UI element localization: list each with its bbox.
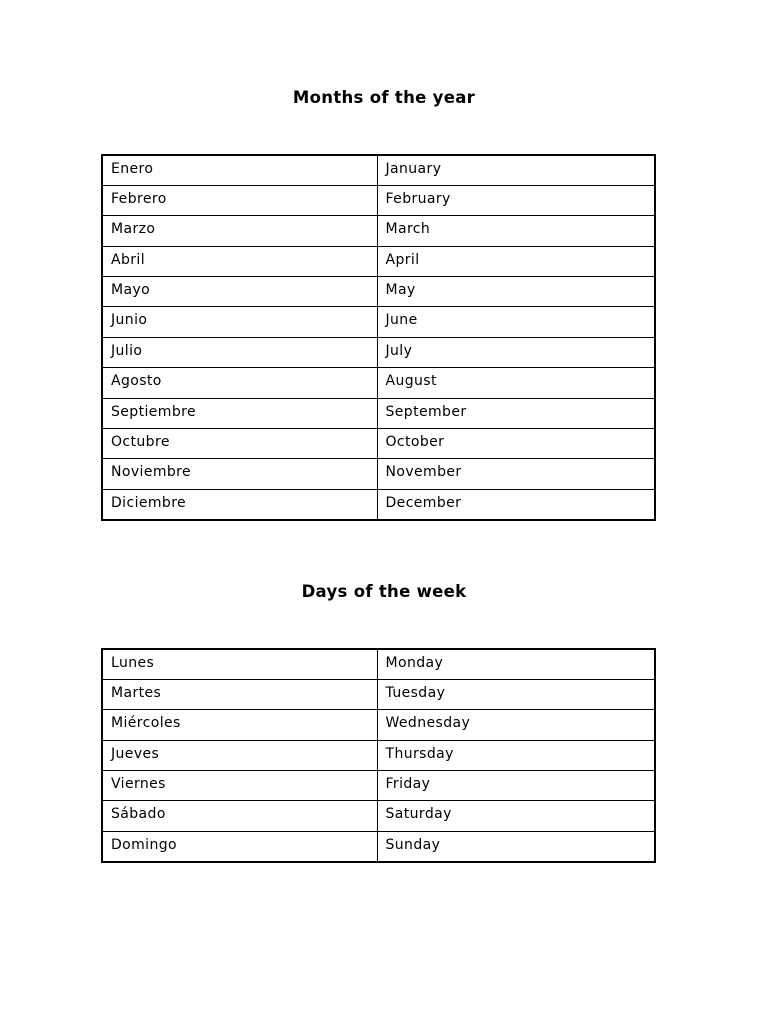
table-row — [102, 710, 655, 740]
table-row — [102, 489, 655, 519]
spanish-cell: Septiembre — [102, 398, 377, 428]
table-row — [102, 649, 655, 679]
spanish-cell: Domingo — [102, 831, 377, 861]
spanish-cell: Abril — [102, 246, 377, 276]
table-row — [102, 337, 655, 367]
table-row — [102, 459, 655, 489]
spanish-cell: Marzo — [102, 216, 377, 246]
table-row — [102, 368, 655, 398]
table-row — [102, 307, 655, 337]
table-row — [102, 246, 655, 276]
table-row — [102, 831, 655, 861]
spanish-cell: Diciembre — [102, 489, 377, 519]
months-title: Months of the year — [292, 88, 476, 107]
english-cell: Wednesday — [377, 710, 655, 740]
days-title: Days of the week — [301, 582, 467, 601]
english-cell: January — [377, 155, 655, 185]
english-cell: Friday — [377, 771, 655, 801]
table-row — [102, 801, 655, 831]
english-cell: October — [377, 429, 655, 459]
days-table — [101, 648, 656, 863]
table-row — [102, 155, 655, 185]
english-cell: Monday — [377, 649, 655, 679]
english-cell: March — [377, 216, 655, 246]
english-cell: December — [377, 489, 655, 519]
english-cell: Thursday — [377, 740, 655, 770]
table-row — [102, 429, 655, 459]
english-cell: July — [377, 337, 655, 367]
english-cell: November — [377, 459, 655, 489]
spanish-cell: Miércoles — [102, 710, 377, 740]
table-row — [102, 740, 655, 770]
spanish-cell: Lunes — [102, 649, 377, 679]
spanish-cell: Sábado — [102, 801, 377, 831]
english-cell: September — [377, 398, 655, 428]
spanish-cell: Martes — [102, 679, 377, 709]
spanish-cell: Julio — [102, 337, 377, 367]
spanish-cell: Octubre — [102, 429, 377, 459]
english-cell: June — [377, 307, 655, 337]
spanish-cell: Viernes — [102, 771, 377, 801]
english-cell: February — [377, 185, 655, 215]
english-cell: Saturday — [377, 801, 655, 831]
english-cell: Tuesday — [377, 679, 655, 709]
english-cell: August — [377, 368, 655, 398]
table-row — [102, 679, 655, 709]
english-cell: April — [377, 246, 655, 276]
table-row — [102, 185, 655, 215]
table-row — [102, 216, 655, 246]
table-row — [102, 398, 655, 428]
spanish-cell: Noviembre — [102, 459, 377, 489]
spanish-cell: Febrero — [102, 185, 377, 215]
table-row — [102, 771, 655, 801]
english-cell: Sunday — [377, 831, 655, 861]
spanish-cell: Jueves — [102, 740, 377, 770]
table-row — [102, 277, 655, 307]
spanish-cell: Enero — [102, 155, 377, 185]
english-cell: May — [377, 277, 655, 307]
spanish-cell: Junio — [102, 307, 377, 337]
spanish-cell: Mayo — [102, 277, 377, 307]
months-table — [101, 154, 656, 521]
spanish-cell: Agosto — [102, 368, 377, 398]
